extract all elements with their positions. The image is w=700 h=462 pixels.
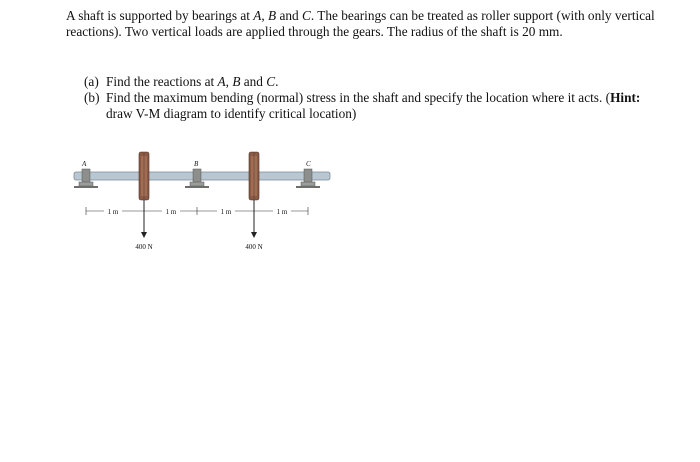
- load-label-1: 400 N: [135, 243, 153, 251]
- shaft-figure: [60, 148, 350, 268]
- bearing-label-c: C: [306, 160, 311, 168]
- span-label-3: 1 m: [220, 208, 232, 216]
- shaft-diagram: [60, 148, 350, 268]
- part-a-label: (a): [84, 74, 99, 89]
- gear-1: [139, 152, 149, 200]
- part-b: (b) Find the maximum bending (normal) stress in the shaft and specify the location where it acts. (Hint: draw V-M diagram to identify critical location): [84, 90, 641, 121]
- load-arrow-1: [141, 200, 147, 238]
- bearing-label-a: A: [82, 160, 87, 168]
- span-label-2: 1 m: [165, 208, 177, 216]
- shaft: [74, 172, 330, 180]
- bearing-label-b: B: [194, 160, 199, 168]
- problem-parts: [84, 74, 644, 122]
- hint-label: Hint:: [610, 90, 641, 105]
- problem-intro: A shaft is supported by bearings at A, B and C. The bearings can be treated as roller support (with only vertical reactions). Two vertical loads are applied through the gears. The radius of the shaft is 20 mm.: [66, 8, 655, 39]
- part-b-label: (b): [84, 90, 100, 105]
- load-arrow-2: [251, 200, 257, 238]
- gear-2: [249, 152, 259, 200]
- span-label-4: 1 m: [276, 208, 288, 216]
- part-a: (a) Find the reactions at A, B and C.: [84, 74, 279, 89]
- load-label-2: 400 N: [245, 243, 263, 251]
- span-label-1: 1 m: [107, 208, 119, 216]
